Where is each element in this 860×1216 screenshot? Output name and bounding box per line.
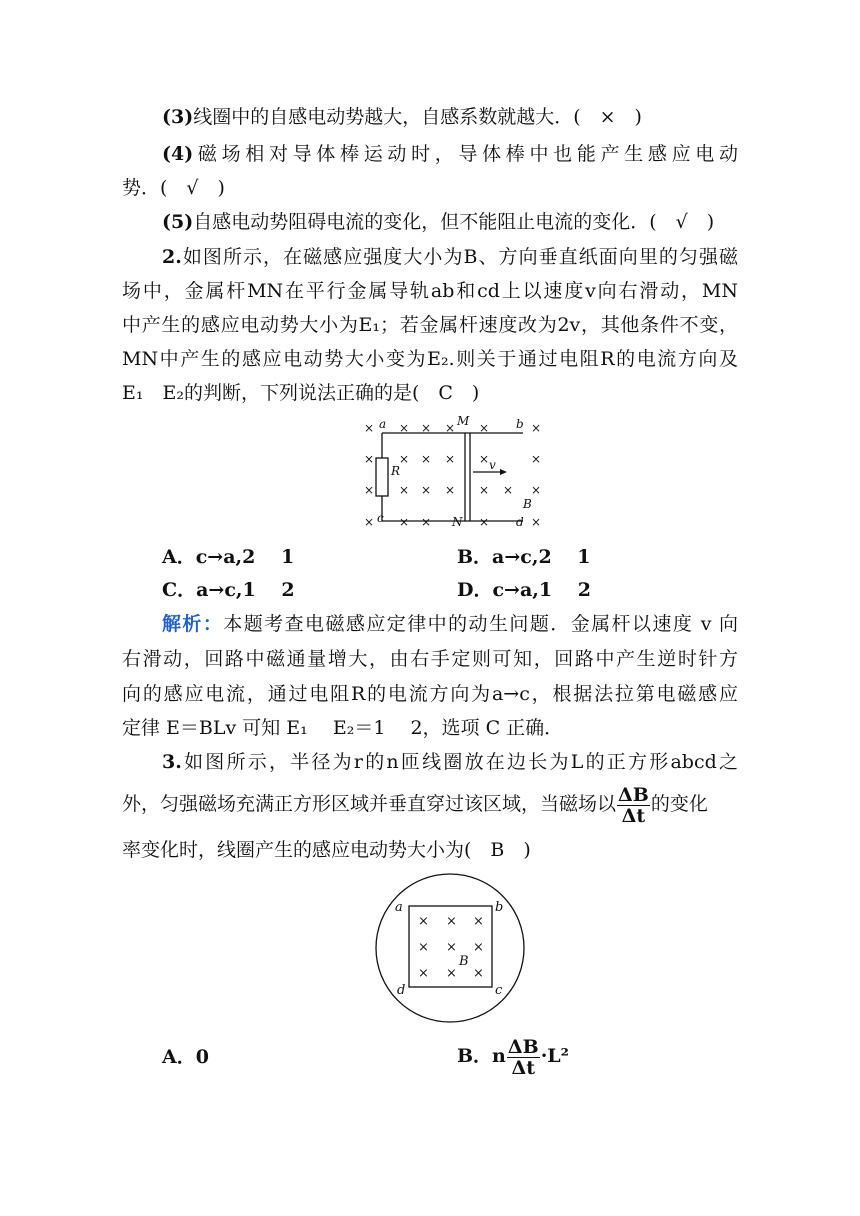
question-2-line4: MN中产生的感应电动势大小变为E₂.则关于通过电阻R的电流方向及 bbox=[122, 348, 738, 370]
svg-text:×: × bbox=[421, 452, 432, 466]
svg-text:×: × bbox=[421, 421, 432, 435]
svg-text:×: × bbox=[446, 966, 457, 981]
label-N: N bbox=[452, 515, 463, 529]
svg-text:×: × bbox=[418, 940, 429, 955]
svg-text:×: × bbox=[473, 914, 484, 929]
sq-label-c: c bbox=[495, 983, 503, 998]
statement-3: (3)线圈中的自感电动势越大，自感系数就越大．( × ) bbox=[162, 106, 642, 128]
rate-fraction: $\frac{\Delta B}{\Delta t}$ bbox=[618, 783, 649, 827]
analysis-line4: 定律 E＝BLv 可知 E₁ E₂＝1 2，选项 C 正确． bbox=[122, 717, 564, 739]
analysis-line2: 右滑动，回路中磁通量增大，由右手定则可知，回路中产生逆时针方 bbox=[122, 648, 738, 670]
q2-option-d: D．c→a,1 2 bbox=[457, 579, 591, 601]
q3-option-b: B．n $\frac{\Delta B}{\Delta t}$ ·L² bbox=[457, 1035, 569, 1079]
svg-text:×: × bbox=[421, 515, 432, 529]
svg-text:×: × bbox=[364, 421, 375, 435]
svg-text:×: × bbox=[364, 515, 375, 529]
figure-rail-circuit bbox=[355, 412, 555, 534]
q3-option-a: A．0 bbox=[162, 1046, 209, 1068]
svg-text:×: × bbox=[418, 966, 429, 981]
svg-text:×: × bbox=[503, 483, 514, 497]
label-B: B bbox=[523, 497, 532, 511]
svg-text:×: × bbox=[531, 483, 542, 497]
label-a: a bbox=[379, 417, 387, 431]
analysis-line1: 解析：本题考查电磁感应定律中的动生问题．金属杆以速度 v 向 bbox=[162, 613, 738, 635]
option-b-fraction: $\frac{\Delta B}{\Delta t}$ bbox=[507, 1035, 539, 1079]
svg-text:×: × bbox=[479, 483, 490, 497]
question-3-line3: 率变化时，线圈产生的感应电动势大小为( B ) bbox=[122, 839, 531, 861]
label-v: v bbox=[489, 458, 496, 472]
svg-text:×: × bbox=[364, 483, 375, 497]
question-2-line5: E₁ E₂的判断，下列说法正确的是( C ) bbox=[122, 382, 480, 404]
question-2-line3: 中产生的感应电动势大小为E₁；若金属杆速度改为2v，其他条件不变， bbox=[122, 314, 738, 336]
question-3-line1: 3.如图所示，半径为r的n匝线圈放在边长为L的正方形abcd之 bbox=[162, 751, 738, 773]
statement-4-line2: 势．( √ ) bbox=[122, 177, 225, 199]
svg-text:×: × bbox=[479, 452, 490, 466]
svg-text:×: × bbox=[479, 421, 490, 435]
analysis-label: 解析： bbox=[162, 613, 224, 635]
question-3-line2: 外，匀强磁场充满正方形区域并垂直穿过该区域，当磁场以 $\frac{\Delta B}{\Delta t}$ 的变化 bbox=[122, 783, 708, 827]
statement-5: (5)自感电动势阻碍电流的变化，但不能阻止电流的变化．( √ ) bbox=[162, 211, 715, 233]
label-b: b bbox=[516, 417, 524, 431]
svg-text:×: × bbox=[445, 421, 456, 435]
question-2-line1: 2.如图所示，在磁感应强度大小为B、方向垂直纸面向里的匀强磁 bbox=[162, 246, 738, 268]
label-d: d bbox=[516, 515, 524, 529]
svg-text:×: × bbox=[446, 940, 457, 955]
svg-text:×: × bbox=[418, 914, 429, 929]
svg-text:×: × bbox=[399, 483, 410, 497]
svg-text:×: × bbox=[399, 515, 410, 529]
sq-label-b: b bbox=[495, 900, 504, 915]
svg-text:×: × bbox=[445, 452, 456, 466]
svg-text:×: × bbox=[479, 515, 490, 529]
sq-label-B: B bbox=[459, 954, 469, 969]
analysis-line3: 向的感应电流，通过电阻R的电流方向为a→c，根据法拉第电磁感应 bbox=[122, 683, 738, 705]
svg-text:×: × bbox=[399, 452, 410, 466]
square-field-crosses bbox=[418, 914, 484, 981]
statement-4-line1: (4)磁场相对导体棒运动时，导体棒中也能产生感应电动 bbox=[162, 143, 738, 165]
svg-text:×: × bbox=[473, 940, 484, 955]
svg-text:×: × bbox=[446, 914, 457, 929]
svg-text:×: × bbox=[531, 452, 542, 466]
label-M: M bbox=[457, 414, 470, 428]
svg-text:×: × bbox=[531, 421, 542, 435]
svg-text:×: × bbox=[531, 515, 542, 529]
figure-coil-square bbox=[370, 868, 530, 1028]
svg-text:×: × bbox=[364, 452, 375, 466]
svg-text:×: × bbox=[399, 421, 410, 435]
label-R: R bbox=[391, 464, 401, 478]
sq-label-a: a bbox=[395, 900, 403, 915]
q2-option-c: C．a→c,1 2 bbox=[162, 579, 295, 601]
q2-option-a: A．c→a,2 1 bbox=[162, 546, 295, 568]
sq-label-d: d bbox=[397, 983, 406, 998]
question-2-line2: 场中，金属杆MN在平行金属导轨ab和cd上以速度v向右滑动，MN bbox=[122, 280, 738, 302]
svg-text:×: × bbox=[421, 483, 432, 497]
svg-text:×: × bbox=[473, 966, 484, 981]
svg-text:×: × bbox=[445, 483, 456, 497]
label-c: c bbox=[377, 511, 384, 525]
q2-option-b: B．a→c,2 1 bbox=[457, 546, 591, 568]
